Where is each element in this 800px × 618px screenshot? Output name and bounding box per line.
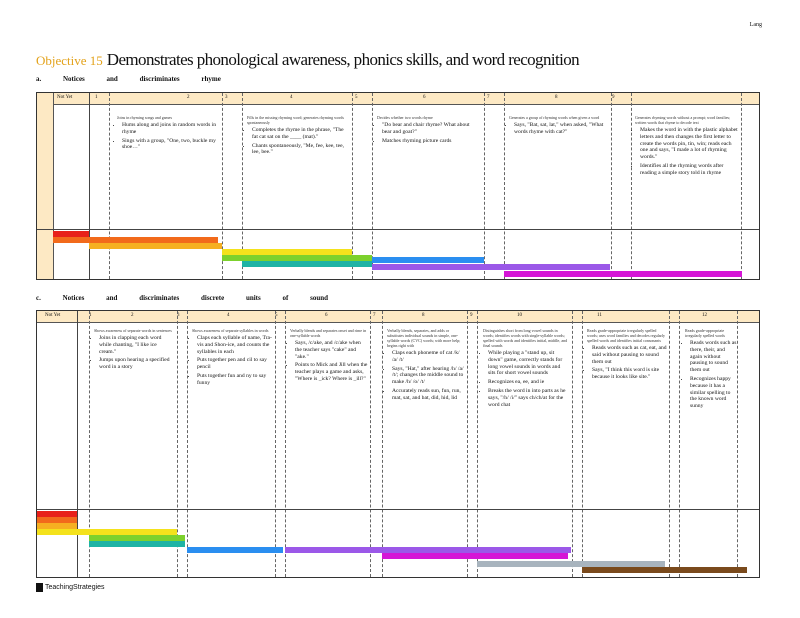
- divider: [89, 93, 90, 279]
- header-cell: 9: [612, 95, 615, 100]
- header-cell: 5: [275, 313, 278, 318]
- divider: [467, 311, 468, 577]
- level-column: [377, 115, 479, 144]
- header-cell: 2: [187, 95, 190, 100]
- progress-bar-level-10: [582, 567, 747, 573]
- example-bullet: • Says, "Bat, sat, lat," when asked, "What words rhyme with cat?": [514, 122, 607, 136]
- section-a-word: discriminates: [139, 75, 180, 83]
- section-c-label: [36, 294, 348, 302]
- page-label: Lang: [749, 22, 762, 28]
- example-bullet: • Jumps upon hearing a specified word in a story: [99, 357, 174, 371]
- example-bullet: • Claps each syllable of name, Tra-vis and Shon-ice, and counts the syllables in each: [197, 335, 272, 355]
- section-a-word: Notices: [63, 75, 85, 83]
- objective-title: [36, 50, 579, 70]
- section-c-word: units: [245, 294, 261, 302]
- divider: [285, 311, 286, 577]
- level-column: [117, 115, 217, 151]
- header-cell: 4: [227, 313, 230, 318]
- progress-bar-level-6: [187, 547, 283, 553]
- divider: [275, 311, 276, 577]
- section-c-word: of: [282, 294, 289, 302]
- section-a-label: [36, 75, 241, 83]
- level-description: Verbally blends, separates, and adds or substitutes individual sounds in simple, one-syllable words (CVC) words; with more help; begins right with: [387, 328, 461, 348]
- section-a-header-row: [37, 93, 759, 105]
- section-c-word: discriminates: [139, 294, 180, 302]
- level-description: Joins in rhyming songs and games: [117, 115, 172, 120]
- header-cell: 5: [355, 95, 358, 100]
- divider: [77, 311, 78, 577]
- progress-bar-level-5: [242, 261, 372, 267]
- level-column: [192, 328, 272, 387]
- progress-bar-level-6: [372, 257, 484, 263]
- divider: [669, 311, 670, 577]
- section-a-word: and: [106, 75, 118, 83]
- example-bullet: • Breaks the word in into parts as he says, "/h/ /i/" says ch/ch/at for the word chat: [488, 388, 569, 408]
- header-cell: 7: [487, 95, 490, 100]
- level-column: [483, 328, 569, 408]
- teaching-strategies-logo-icon: [36, 583, 43, 592]
- brand-name: TeachingStrategies: [45, 584, 105, 591]
- level-column: [94, 328, 174, 371]
- header-cell: 6: [423, 95, 426, 100]
- divider: [611, 93, 612, 279]
- level-description: Decides whether two words rhyme: [377, 115, 433, 120]
- example-bullet: • Makes the word in with the plastic alphabet letters and then changes the first letter to create the words pin, tin, win; reads each one and says, "I made a lot of rhyming words.": [640, 127, 739, 161]
- section-c-word: and: [106, 294, 118, 302]
- example-bullet: • Sings with a group, "One, two, buckle my shoe…": [122, 138, 217, 152]
- example-bullet: • Reads words such as cat, eat, and said without pausing to sound them out: [592, 345, 667, 365]
- section-c-table: [36, 310, 760, 578]
- section-c-letter: c.: [36, 294, 41, 302]
- example-bullet: • Says, "I think this word is site because it looks like site.": [592, 367, 667, 381]
- progress-bar-level-8: [504, 271, 742, 277]
- example-bullet: • Chants spontaneously, "Me, fee, kee, tee, lee, bee.": [252, 143, 347, 157]
- example-bullet: • Identifies all the rhyming words after reading a simple story told in rhyme: [640, 163, 739, 177]
- level-description: Reads grade-appropriate irregularly spelled words; uses word families and decodes regularly spelled words and identifies initial consonants: [587, 328, 665, 343]
- section-a-letter: a.: [36, 75, 42, 83]
- header-cell: 4: [290, 95, 293, 100]
- example-bullet: • "Do bear and chair rhyme? What about bear and goat?": [382, 122, 479, 136]
- level-column: [635, 115, 739, 177]
- progress-bar-level-5: [89, 541, 185, 547]
- example-bullet: • Points to Mick and Jill when the teacher plays a game and asks, "Where is _ick? Where is _ill?": [295, 362, 368, 382]
- header-cell: 6: [325, 313, 328, 318]
- header-cell: 3: [225, 95, 228, 100]
- example-bullet: • Says, /c/ake, and /c/ake when the teacher says "cake" and "ake.": [295, 340, 368, 360]
- header-cell: 12: [702, 313, 707, 318]
- objective-heading: Demonstrates phonological awareness, phonics skills, and word recognition: [106, 50, 580, 69]
- level-description: Reads grade-appropriate irregularly spelled words: [685, 328, 725, 338]
- header-cell: Not Yet: [57, 95, 73, 100]
- level-column: [509, 115, 607, 136]
- example-bullet: • Matches rhyming picture cards: [382, 138, 479, 145]
- level-description: Distinguishes short from long vowel sounds in words; identifies words with single-syllable words; spelled with words and identifies initial, middle, and final sounds: [483, 328, 568, 348]
- header-cell: 10: [517, 313, 522, 318]
- divider: [352, 93, 353, 279]
- divider: [504, 93, 505, 279]
- divider: [741, 93, 742, 279]
- level-column: [290, 328, 368, 383]
- level-column: [387, 328, 465, 402]
- example-bullet: • Accurately reads sun, fun, run, mat, sat, and bat, did, hid, lid: [392, 388, 465, 402]
- divider: [631, 93, 632, 279]
- level-column: [587, 328, 667, 381]
- divider: [484, 93, 485, 279]
- divider: [737, 311, 738, 577]
- section-c-word: Notices: [62, 294, 85, 302]
- level-description: Shows awareness of separate words in sentences: [94, 328, 172, 333]
- header-cell: 8: [422, 313, 425, 318]
- header-cell: 7: [373, 313, 376, 318]
- level-column: [685, 328, 737, 410]
- progression-separator: [37, 509, 759, 510]
- level-description: Generates rhyming words without a prompt; word families; written words that rhyme to decode text: [635, 115, 731, 125]
- example-bullet: • Reads words such as there, their, and again without pausing to sound them out: [690, 340, 737, 374]
- header-cell: 1: [89, 313, 92, 318]
- divider: [370, 311, 371, 577]
- header-cell: 11: [597, 313, 602, 318]
- divider: [187, 311, 188, 577]
- objective-number: Objective 15: [36, 53, 103, 68]
- example-bullet: • Says, "Hat," after hearing /h/ /a/ /t/; changes the middle sound to make /h/ /o/ /t/: [392, 366, 465, 386]
- header-cell: 8: [555, 95, 558, 100]
- section-c-word: discrete: [201, 294, 225, 302]
- example-bullet: • While playing a "stand up, sit down" game, correctly stands for long vowel sounds in words and sits for short vowel sounds: [488, 350, 569, 377]
- example-bullet: • Puts together fun and ny to say funny: [197, 373, 272, 387]
- section-c-word: sound: [310, 294, 328, 302]
- level-description: Verbally blends and separates onset and rime in one-syllable words: [290, 328, 367, 338]
- progress-bar-level-2: [89, 243, 222, 249]
- level-column: [247, 115, 347, 156]
- example-bullet: • Recognizes ea, ee, and ie: [488, 379, 569, 386]
- example-bullet: • Recognizes happy because it has a similar spelling to the known word sunny: [690, 376, 737, 410]
- header-cell: 9: [470, 313, 473, 318]
- section-c-header-row: [37, 311, 759, 323]
- example-bullet: • Hums along and joins in random words in rhyme: [122, 122, 217, 136]
- divider: [372, 93, 373, 279]
- divider: [679, 311, 680, 577]
- section-a-word: rhyme: [201, 75, 221, 83]
- section-a-table: [36, 92, 760, 280]
- example-bullet: • Completes the rhyme in the phrase, "The fat cat sat on the ____ (mat).": [252, 127, 347, 141]
- section-a-left-strip: [37, 93, 54, 279]
- level-description: Fills in the missing rhyming word; generates rhyming words spontaneously: [247, 115, 344, 125]
- example-bullet: • Claps each phoneme of cat /k/ /a/ /t/: [392, 350, 465, 364]
- header-cell: Not Yet: [45, 313, 61, 318]
- progression-separator: [37, 229, 759, 230]
- example-bullet: • Puts together pen and cil to say pencil: [197, 357, 272, 371]
- progress-bar-level-7: [372, 264, 610, 270]
- divider: [109, 93, 110, 279]
- footer-brand: [36, 583, 105, 592]
- progress-bar-level-8: [382, 553, 568, 559]
- header-cell: 2: [131, 313, 134, 318]
- header-cell: 1: [95, 95, 98, 100]
- divider: [572, 311, 573, 577]
- header-cell: 3: [177, 313, 180, 318]
- example-bullet: • Joins in clapping each word while chanting, "I like ice cream.": [99, 335, 174, 355]
- level-description: Generates a group of rhyming words when given a word: [509, 115, 600, 120]
- level-description: Shows awareness of separate syllables in words: [192, 328, 269, 333]
